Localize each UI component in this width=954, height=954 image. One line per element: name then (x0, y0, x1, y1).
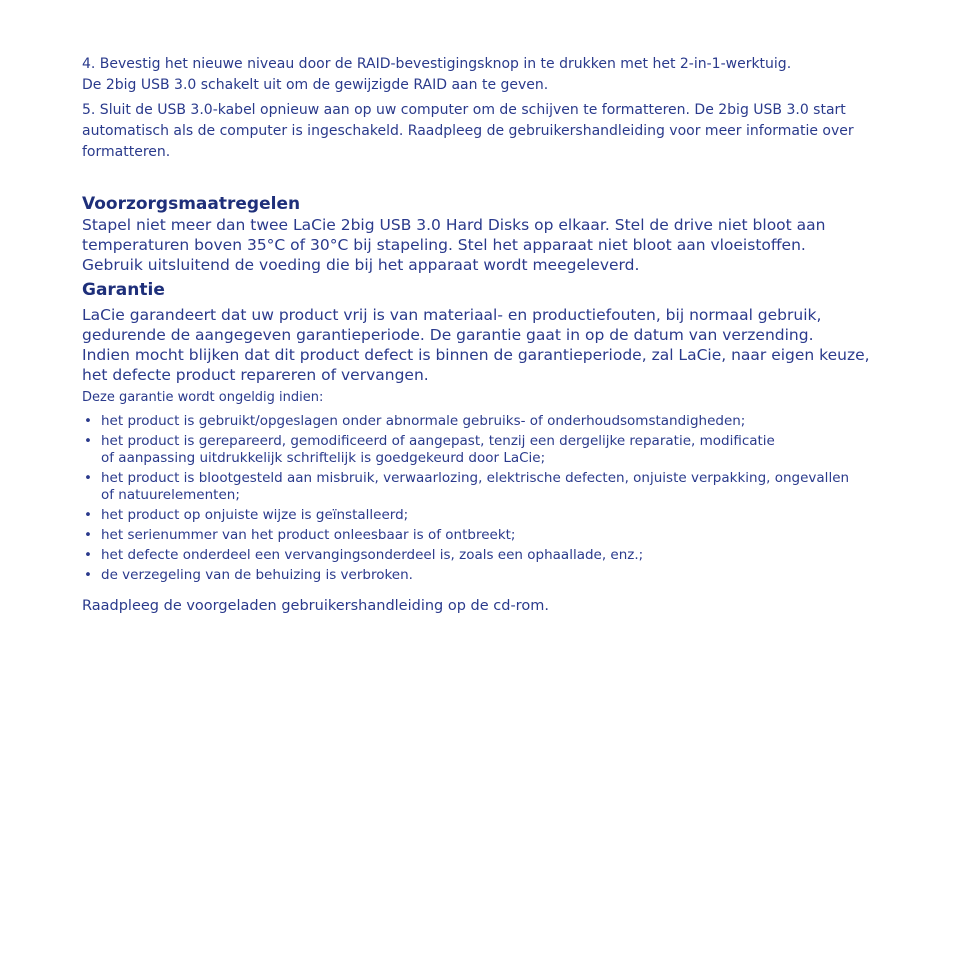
step-line: De 2big USB 3.0 schakelt uit om de gewijzigde RAID aan te geven. (82, 77, 549, 93)
warranty-line: het defecte product repareren of vervangen. (82, 366, 429, 384)
step-line: formatteren. (82, 144, 171, 160)
document-page (82, 54, 912, 616)
precautions-line: Stapel niet meer dan twee LaCie 2big USB 3.0 Hard Disks op elkaar. Stel de drive niet bloot aan (82, 216, 826, 234)
list-item-text: of aanpassing uitdrukkelijk schriftelijk is goedgekeurd door LaCie; (101, 450, 546, 466)
step-5 (82, 100, 912, 163)
warranty-void-intro: Deze garantie wordt ongeldig indien: (82, 390, 324, 405)
list-item-text: of natuurelementen; (101, 487, 240, 503)
list-item (82, 567, 912, 584)
list-item-text: • het product op onjuiste wijze is geïnstalleerd; (101, 507, 409, 523)
warranty-footer-note: Raadpleeg de voorgeladen gebruikershandleiding op de cd-rom. (82, 598, 549, 614)
list-item-text: • het serienummer van het product onleesbaar is of ontbreekt; (101, 527, 516, 543)
warranty-text (82, 305, 912, 385)
list-item-text: • de verzegeling van de behuizing is verbroken. (101, 567, 413, 583)
list-item (82, 527, 912, 544)
precautions-heading: Voorzorgsmaatregelen (82, 194, 301, 214)
list-item (82, 470, 912, 504)
step-line: 5. Sluit de USB 3.0-kabel opnieuw aan op uw computer om de schijven te formatteren. De 2big USB 3.0 start (82, 102, 846, 118)
list-item-text: • het product is gerepareerd, gemodificeerd of aangepast, tenzij een dergelijke reparatie, modificatie (101, 433, 775, 449)
step-line: automatisch als de computer is ingeschakeld. Raadpleeg de gebruikershandleiding voor meer informatie over (82, 123, 854, 139)
list-item (82, 433, 912, 467)
warranty-line: Indien mocht blijken dat dit product defect is binnen de garantieperiode, zal LaCie, naar eigen keuze, (82, 346, 870, 364)
precautions-line: Gebruik uitsluitend de voeding die bij het apparaat wordt meegeleverd. (82, 256, 640, 274)
step-4 (82, 54, 912, 96)
warranty-line: gedurende de aangegeven garantieperiode. De garantie gaat in op de datum van verzending. (82, 326, 814, 344)
warranty-heading: Garantie (82, 280, 165, 300)
list-item-text: • het defecte onderdeel een vervangingsonderdeel is, zoals een ophaallade, enz.; (101, 547, 644, 563)
warranty-line: LaCie garandeert dat uw product vrij is van materiaal- en productiefouten, bij normaal gebruik, (82, 306, 822, 324)
list-item (82, 413, 912, 430)
precautions-line: temperaturen boven 35°C of 30°C bij stapeling. Stel het apparaat niet bloot aan vloeistoffen. (82, 236, 806, 254)
precautions-text (82, 215, 912, 275)
warranty-void-list (82, 413, 912, 584)
list-item (82, 547, 912, 564)
step-line: 4. Bevestig het nieuwe niveau door de RAID-bevestigingsknop in te drukken met het 2-in-1-werktuig. (82, 56, 792, 72)
list-item-text: • het product is gebruikt/opgeslagen onder abnormale gebruiks- of onderhoudsomstandigheden; (101, 413, 746, 429)
list-item (82, 507, 912, 524)
list-item-text: • het product is blootgesteld aan misbruik, verwaarlozing, elektrische defecten, onjuiste verpakking, ongevallen (101, 470, 850, 486)
